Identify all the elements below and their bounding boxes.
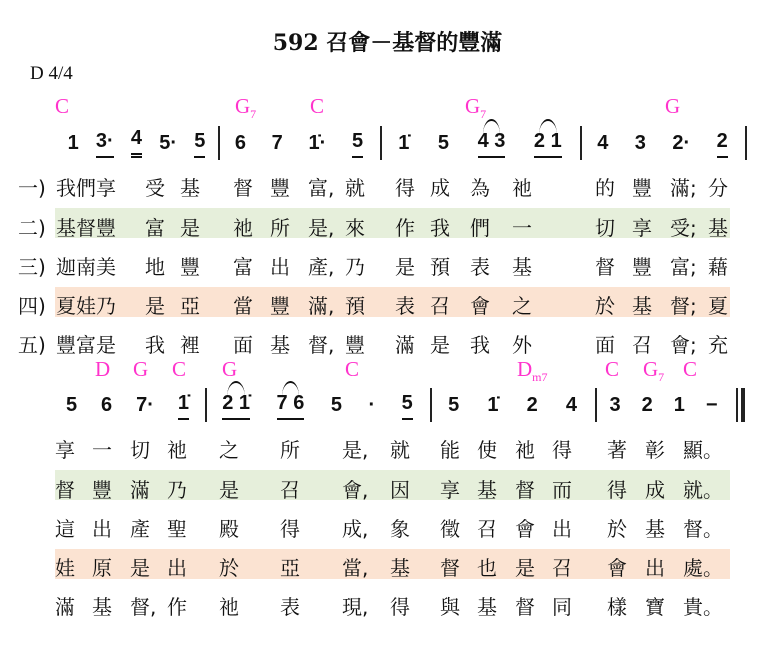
lyric-syllable: 於 [607, 517, 627, 541]
lyric-syllable: 一 [512, 216, 532, 240]
lyric-syllable: 享 [55, 438, 75, 462]
verse-number: 一) [18, 176, 46, 200]
lyric-syllable: 是, [342, 438, 369, 462]
note: 2· [672, 132, 691, 154]
chord-symbol: C [605, 357, 620, 381]
lyric-syllable: 分 [708, 176, 728, 200]
verse-number: 五) [18, 333, 46, 357]
lyric-syllable: 豐富是 [56, 333, 116, 357]
lyric-syllable: 豐 [345, 333, 365, 357]
chord-quality: 7 [658, 370, 665, 385]
lyric-syllable: 我 [145, 333, 165, 357]
chord-symbol: $G_7$ [465, 94, 487, 122]
lyric-syllable: 是, [308, 216, 335, 240]
lyric-syllable: 象 [390, 517, 410, 541]
lyric-syllable: 召 [430, 294, 450, 318]
chord-symbol: $G_7$ [643, 357, 665, 385]
lyric-syllable: 迦南美 [56, 255, 116, 279]
measure [209, 388, 426, 420]
barline [580, 126, 582, 160]
measure [599, 388, 728, 420]
lyric-syllable: 使 [477, 438, 497, 462]
note: 7 [271, 132, 283, 154]
measure [59, 126, 214, 158]
lyric-syllable: 就 [390, 438, 410, 462]
lyric-syllable: 得 [390, 595, 410, 619]
lyric-syllable: 就 [345, 176, 365, 200]
lyric-syllable: 祂 [167, 438, 187, 462]
lyric-syllable: 督 [233, 176, 253, 200]
lyric-syllable: 出 [645, 556, 665, 580]
lyric-syllable: 是 [395, 255, 415, 279]
note: 5 [65, 394, 78, 416]
lyric-syllable: 滿 [55, 595, 75, 619]
measure [384, 126, 576, 158]
note: 7· [136, 394, 154, 416]
lyric-syllable: 表 [280, 595, 300, 619]
lyric-syllable: 會, [342, 478, 369, 502]
lyric-syllable: 樣 [607, 595, 627, 619]
lyric-syllable: 亞 [280, 556, 300, 580]
lyric-syllable: 表 [395, 294, 415, 318]
lyric-syllable: 是 [130, 556, 150, 580]
note: 1̇ [487, 394, 499, 416]
lyric-syllable: 得 [552, 438, 572, 462]
lyric-syllable: 富; [670, 255, 697, 279]
chord-symbol: $D_{m7}$ [517, 357, 548, 385]
lyric-syllable: 之 [219, 438, 239, 462]
note: 4 3 [478, 129, 506, 158]
lyric-syllable: 夏 [708, 294, 728, 318]
note: 2 1̇ [222, 391, 250, 420]
lyric-syllable: 這 [55, 517, 75, 541]
lyric-syllable: 作 [395, 216, 415, 240]
lyric-syllable: 殿 [219, 517, 239, 541]
lyric-syllable: 預 [345, 294, 365, 318]
lyric-syllable: 表 [470, 255, 490, 279]
note: 3· [96, 129, 114, 158]
lyric-syllable: 地 [145, 255, 165, 279]
note: 4 [565, 394, 577, 416]
chord-quality: 7 [250, 107, 257, 122]
barline [745, 126, 747, 160]
lyric-syllable: 原 [92, 556, 112, 580]
measure [584, 126, 741, 158]
lyric-syllable: 督; [670, 294, 697, 318]
lyric-syllable: 督。 [683, 517, 723, 541]
barline [430, 388, 432, 422]
lyric-syllable: 外 [512, 333, 532, 357]
lyric-syllable: 之 [512, 294, 532, 318]
verse-number: 二) [18, 216, 46, 240]
lyric-syllable: 所 [270, 216, 290, 240]
note: 5 [194, 129, 205, 158]
lyric-syllable: 面 [595, 333, 615, 357]
lyric-syllable: 出 [552, 517, 572, 541]
chord-symbol: $G_7$ [235, 94, 257, 122]
note: 7 6 [277, 391, 305, 420]
lyric-syllable: 享 [440, 478, 460, 502]
note: 3 [609, 394, 621, 416]
lyric-syllable: 顯。 [683, 438, 723, 462]
lyric-syllable: 乃 [167, 478, 187, 502]
lyric-syllable: 處。 [683, 556, 723, 580]
chord-symbol: C [55, 94, 70, 118]
note: · [368, 394, 376, 416]
lyric-syllable: 我 [430, 216, 450, 240]
lyric-syllable: 出 [270, 255, 290, 279]
lyric-syllable: 督 [515, 595, 535, 619]
final-barline-thick [741, 388, 745, 422]
lyric-syllable: 富 [233, 255, 253, 279]
lyric-syllable: 一 [92, 438, 112, 462]
lyric-syllable: 們 [470, 216, 490, 240]
lyric-syllable: 同 [552, 595, 572, 619]
note: 2 [641, 394, 653, 416]
lyric-syllable: 是 [180, 216, 200, 240]
lyric-syllable: 豐 [270, 294, 290, 318]
chord-symbol: C [345, 357, 360, 381]
lyric-syllable: 於 [595, 294, 615, 318]
lyric-syllable: 受 [145, 176, 165, 200]
lyric-syllable: 召 [552, 556, 572, 580]
chord-symbol: C [172, 357, 187, 381]
lyric-syllable: 是 [430, 333, 450, 357]
lyric-syllable: 基 [390, 556, 410, 580]
lyric-syllable: 產, [308, 255, 335, 279]
lyric-syllable: 預 [430, 255, 450, 279]
lyric-syllable: 也 [477, 556, 497, 580]
note: 5 [402, 391, 413, 420]
lyric-syllable: 聖 [167, 517, 187, 541]
note: − [705, 394, 718, 416]
note: 3 [634, 132, 646, 154]
lyric-syllable: 彰 [645, 438, 665, 462]
lyric-syllable: 富 [145, 216, 165, 240]
lyric-syllable: 切 [595, 216, 615, 240]
final-barline-thin [736, 388, 738, 422]
lyric-syllable: 基 [477, 478, 497, 502]
lyric-syllable: 豐 [180, 255, 200, 279]
chord-quality: 7 [480, 107, 487, 122]
lyric-syllable: 能 [440, 438, 460, 462]
lyric-syllable: 夏娃乃 [56, 294, 116, 318]
barline [595, 388, 597, 422]
lyric-syllable: 來 [345, 216, 365, 240]
measure [434, 388, 591, 420]
lyric-syllable: 基 [708, 216, 728, 240]
note: 5 [437, 132, 450, 154]
verse-number: 四) [18, 294, 46, 318]
lyric-syllable: 滿; [670, 176, 697, 200]
note: 6 [101, 394, 113, 416]
lyric-syllable: 乃 [345, 255, 365, 279]
chord-symbol: G [133, 357, 149, 381]
lyric-syllable: 而 [552, 478, 572, 502]
lyric-syllable: 當 [233, 294, 253, 318]
lyric-syllable: 產 [130, 517, 150, 541]
barline [218, 126, 220, 160]
lyric-syllable: 得 [280, 517, 300, 541]
lyric-syllable: 我們享 [56, 176, 116, 200]
barline [205, 388, 207, 422]
lyric-syllable: 與 [440, 595, 460, 619]
note: 6 [234, 132, 246, 154]
lyric-syllable: 祂 [219, 595, 239, 619]
lyric-syllable: 得 [607, 478, 627, 502]
lyric-syllable: 現, [342, 595, 369, 619]
note: 2 [717, 129, 728, 158]
lyric-syllable: 基督豐 [56, 216, 116, 240]
lyric-syllable: 得 [395, 176, 415, 200]
chord-symbol: C [310, 94, 325, 118]
chord-symbol: D [95, 357, 111, 381]
lyric-syllable: 藉 [708, 255, 728, 279]
lyric-syllable: 督 [440, 556, 460, 580]
note: 2 [526, 394, 538, 416]
lyric-syllable: 是 [145, 294, 165, 318]
note: 5 [330, 394, 342, 416]
lyric-syllable: 督 [595, 255, 615, 279]
lyric-syllable: 作 [167, 595, 187, 619]
lyric-syllable: 享 [632, 216, 652, 240]
lyric-syllable: 於 [219, 556, 239, 580]
lyric-syllable: 會 [607, 556, 627, 580]
chord-symbol: C [683, 357, 698, 381]
lyric-syllable: 面 [233, 333, 253, 357]
lyric-syllable: 著 [607, 438, 627, 462]
lyric-syllable: 因 [390, 478, 410, 502]
lyric-syllable: 滿, [308, 294, 335, 318]
lyric-syllable: 召 [632, 333, 652, 357]
lyric-syllable: 基 [512, 255, 532, 279]
lyric-syllable: 會; [670, 333, 697, 357]
lyric-syllable: 切 [130, 438, 150, 462]
lyric-syllable: 督, [130, 595, 157, 619]
lyric-syllable: 充 [708, 333, 728, 357]
lyric-syllable: 滿 [130, 478, 150, 502]
measure [222, 126, 376, 158]
lyric-syllable: 為 [470, 176, 490, 200]
lyric-syllable: 基 [270, 333, 290, 357]
lyric-syllable: 基 [645, 517, 665, 541]
note: 5· [159, 132, 178, 154]
lyric-syllable: 貴。 [683, 595, 723, 619]
note: 1̇ [178, 391, 189, 420]
lyric-syllable: 的 [595, 176, 615, 200]
lyric-syllable: 會 [470, 294, 490, 318]
note: 5 [352, 129, 363, 158]
lyric-syllable: 滿 [395, 333, 415, 357]
lyric-syllable: 祂 [512, 176, 532, 200]
note: 1 [67, 132, 79, 154]
lyric-syllable: 是 [515, 556, 535, 580]
lyric-syllable: 成, [342, 517, 369, 541]
lyric-syllable: 督 [55, 478, 75, 502]
note: 5 [448, 394, 460, 416]
note: 2 1 [534, 129, 562, 158]
lyric-syllable: 豐 [632, 176, 652, 200]
lyric-syllable: 娃 [55, 556, 75, 580]
lyric-syllable: 基 [632, 294, 652, 318]
lyric-syllable: 召 [280, 478, 300, 502]
lyric-syllable: 受; [670, 216, 697, 240]
lyric-syllable: 成 [430, 176, 450, 200]
lyric-syllable: 徵 [440, 517, 460, 541]
lyric-syllable: 寶 [645, 595, 665, 619]
note: 1̇ [398, 132, 410, 154]
hymn-title: 592 召會－基督的豐滿 [272, 30, 503, 56]
barline [380, 126, 382, 160]
lyric-syllable: 會 [515, 517, 535, 541]
lyric-syllable: 出 [167, 556, 187, 580]
chord-symbol: G [222, 357, 238, 381]
chord-quality: m7 [532, 370, 548, 385]
lyric-syllable: 裡 [180, 333, 200, 357]
lyric-syllable: 豐 [92, 478, 112, 502]
lyric-syllable: 亞 [180, 294, 200, 318]
lyric-syllable: 成 [645, 478, 665, 502]
note: 1̇· [308, 132, 327, 154]
key-signature: D 4/4 [30, 63, 73, 84]
note: 4 [597, 132, 609, 154]
verse-number: 三) [18, 255, 46, 279]
lyric-syllable: 豐 [632, 255, 652, 279]
lyric-syllable: 當, [342, 556, 369, 580]
lyric-syllable: 豐 [270, 176, 290, 200]
lyric-syllable: 召 [477, 517, 497, 541]
chord-symbol: G [665, 94, 681, 118]
lyric-syllable: 富, [308, 176, 335, 200]
lyric-syllable: 基 [180, 176, 200, 200]
lyric-syllable: 就。 [683, 478, 723, 502]
lyric-syllable: 祂 [515, 438, 535, 462]
lyric-syllable: 所 [280, 438, 300, 462]
lyric-syllable: 祂 [233, 216, 253, 240]
lyric-syllable: 基 [477, 595, 497, 619]
measure [54, 388, 201, 420]
lyric-syllable: 督, [308, 333, 335, 357]
lyric-syllable: 督 [515, 478, 535, 502]
lyric-syllable: 基 [92, 595, 112, 619]
note: 1 [673, 394, 685, 416]
lyric-syllable: 我 [470, 333, 490, 357]
lyric-syllable: 出 [92, 517, 112, 541]
lyric-syllable: 是 [219, 478, 239, 502]
note: 4 [131, 126, 142, 158]
